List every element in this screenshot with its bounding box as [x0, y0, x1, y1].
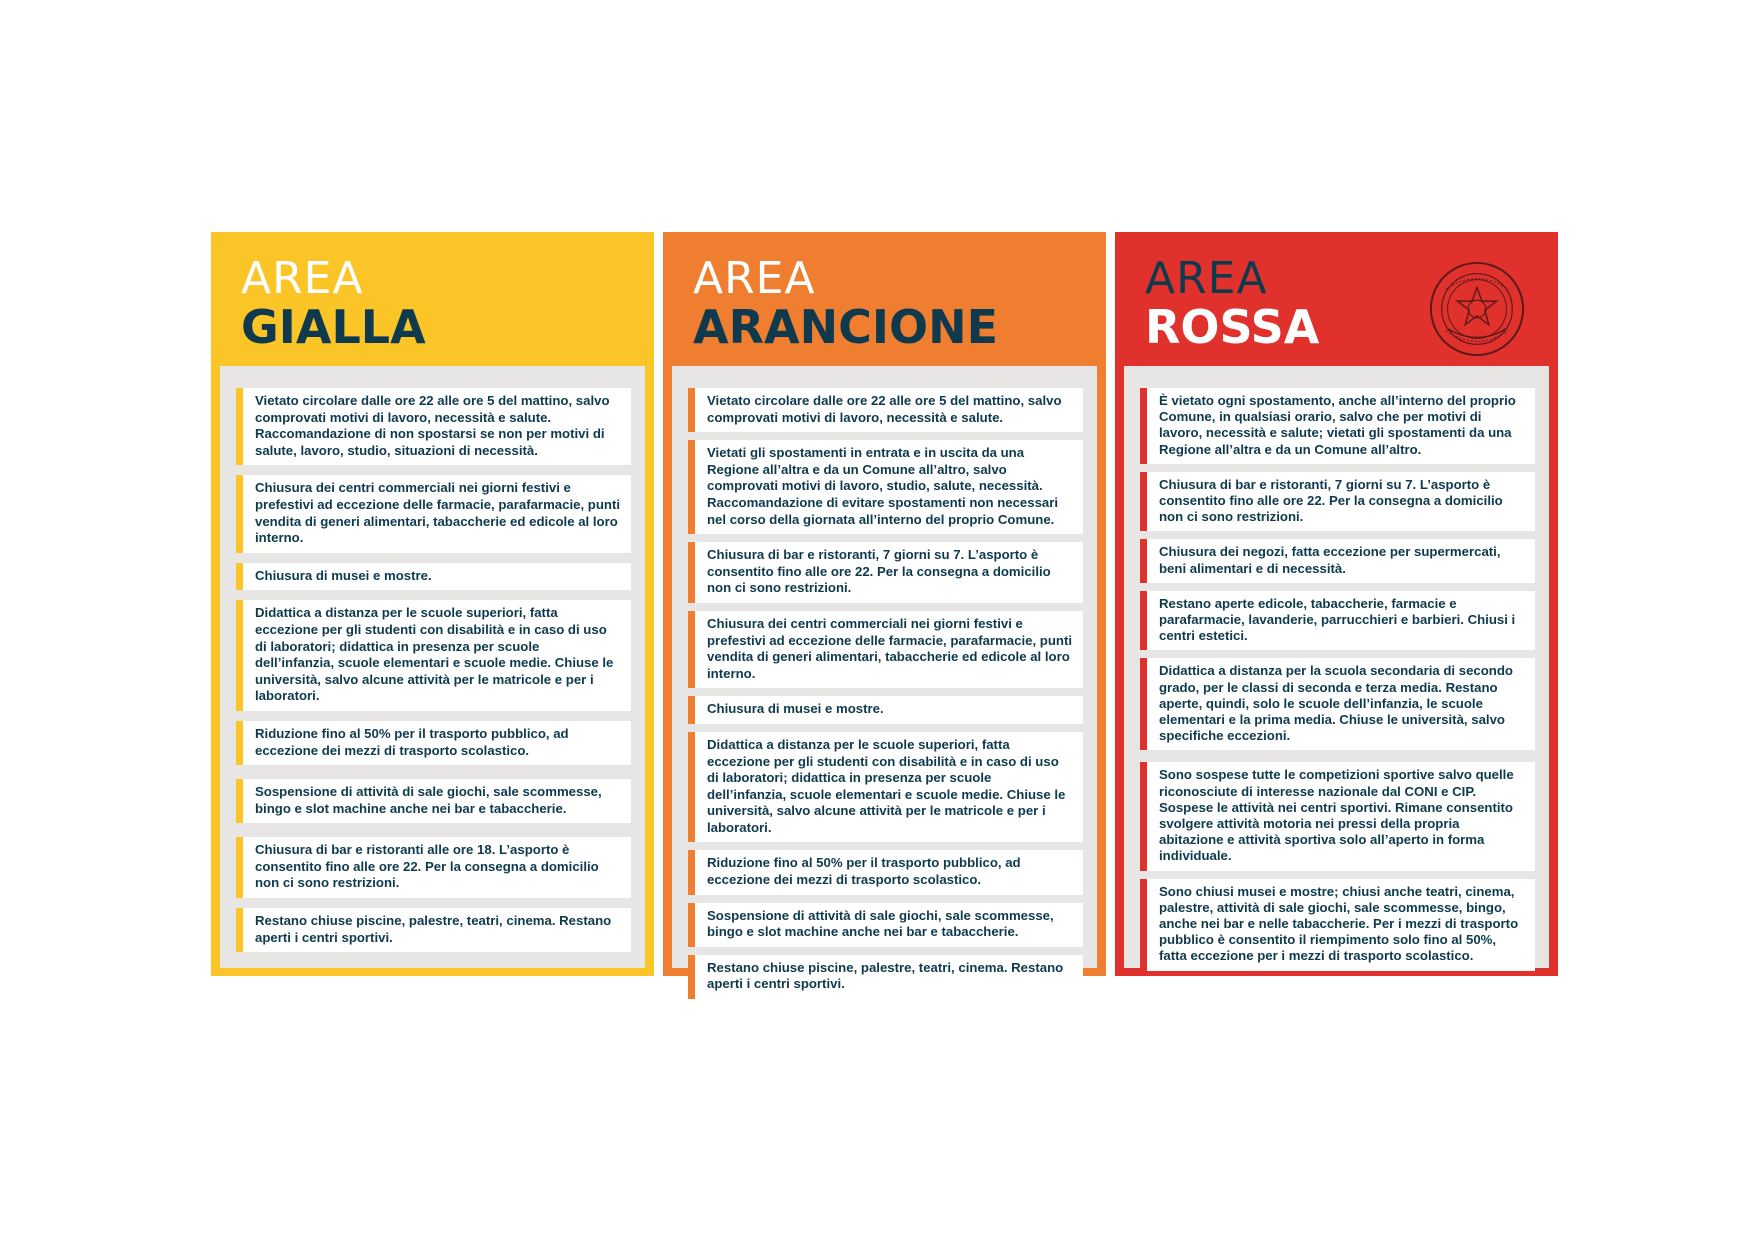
panel-area-arancione — [663, 232, 1106, 992]
rule-item: Restano chiuse piscine, palestre, teatri, cinema. Restano aperti i centri sportivi. — [236, 908, 631, 952]
panel-heading — [693, 253, 999, 354]
rule-item: Sospensione di attività di sale giochi, sale scommesse, bingo e slot machine anche nei bar e tabaccherie. — [236, 779, 631, 823]
rule-item: Didattica a distanza per le scuole superiori, fatta eccezione per gli studenti con disabilità e in caso di uso di laboratori; didattica in presenza per scuole dell’infanzia, scuole elementari e scuole medie. Chiuse le università, salvo alcune attività per le matricole e per i laboratori. — [236, 600, 631, 711]
rule-item: Chiusura di bar e ristoranti alle ore 18. L’asporto è consentito fino alle ore 22. Per la consegna a domicilio non ci sono restrizioni. — [236, 837, 631, 898]
rule-item: Chiusura di bar e ristoranti, 7 giorni su 7. L’asporto è consentito fino alle ore 22. Per la consegna a domicilio non ci sono restrizioni. — [1140, 472, 1535, 532]
heading-arancione: ARANCIONE — [693, 300, 999, 354]
rule-item: Chiusura di bar e ristoranti, 7 giorni su 7. L’asporto è consentito fino alle ore 22. Per la consegna a domicilio non ci sono restrizioni. — [688, 542, 1083, 603]
rule-item: Didattica a distanza per la scuola secondaria di secondo grado, per le classi di seconda e terza media. Restano aperte, quindi, solo le scuole dell’infanzia, le scuole elementari e la prima media. Chiuse le università, salvo specifiche eccezioni. — [1140, 658, 1535, 750]
rule-item: Chiusura dei centri commerciali nei giorni festivi e prefestivi ad eccezione delle farmacie, parafarmacie, punti vendita di generi alimentari, tabaccherie ed edicole al loro interno. — [688, 611, 1083, 688]
rule-item: Sono chiusi musei e mostre; chiusi anche teatri, cinema, palestre, attività di sale giochi, sale scommesse, bingo, anche nei bar e nelle tabaccherie. Per i mezzi di trasporto pubblico è consentito il riempimento solo fino al 50%, fatta eccezione per i mezzi di trasporto scolastico. — [1140, 879, 1535, 971]
rules-list — [220, 366, 645, 968]
rule-item: Vietato circolare dalle ore 22 alle ore 5 del mattino, salvo comprovati motivi di lavoro, necessità e salute. Raccomandazione di non spostarsi se non per motivi di salute, lavoro, studio, situazioni di necessità. — [236, 388, 631, 465]
rules-list — [1124, 366, 1549, 968]
panel-area-gialla — [211, 232, 654, 976]
rule-item: Vietato circolare dalle ore 22 alle ore 5 del mattino, salvo comprovati motivi di lavoro, necessità e salute. — [688, 388, 1083, 432]
rule-item: Chiusura di musei e mostre. — [688, 696, 1083, 724]
panel-heading — [241, 253, 426, 354]
rule-item: È vietato ogni spostamento, anche all’interno del proprio Comune, in qualsiasi orario, salvo che per motivi di lavoro, necessità e salute; vietati gli spostamenti da una Regione all’altra e da un Comune all’altro. — [1140, 388, 1535, 464]
rule-item: Sono sospese tutte le competizioni sportive salvo quelle riconosciute di interesse nazionale dal CONI e CIP. Sospese le attività nei centri sportivi. Rimane consentito svolgere attività motoria nei pressi della propria abitazione e attività sportiva solo all’aperto in forma individuale. — [1140, 762, 1535, 870]
panel-heading — [1145, 253, 1320, 354]
rule-item: Chiusura di musei e mostre. — [236, 563, 631, 591]
rule-item: Vietati gli spostamenti in entrata e in uscita da una Regione all’altra e da un Comune all’altro, salvo comprovati motivi di lavoro, studio, salute, necessità. Raccomandazione di evitare spostamenti non necessari nel corso della giornata all’interno del proprio Comune. — [688, 440, 1083, 534]
rule-item: Riduzione fino al 50% per il trasporto pubblico, ad eccezione dei mezzi di trasporto scolastico. — [688, 850, 1083, 894]
rule-item: Riduzione fino al 50% per il trasporto pubblico, ad eccezione dei mezzi di trasporto scolastico. — [236, 721, 631, 765]
rule-item: Restano chiuse piscine, palestre, teatri, cinema. Restano aperti i centri sportivi. — [688, 955, 1083, 999]
heading-gialla: GIALLA — [241, 300, 426, 354]
rule-item: Sospensione di attività di sale giochi, sale scommesse, bingo e slot machine anche nei bar e tabaccherie. — [688, 903, 1083, 947]
heading-area: AREA — [241, 253, 364, 304]
rule-item: Chiusura dei centri commerciali nei giorni festivi e prefestivi ad eccezione delle farmacie, parafarmacie, punti vendita di generi alimentari, tabaccherie ed edicole al loro interno. — [236, 475, 631, 552]
heading-rossa: ROSSA — [1145, 300, 1320, 354]
rule-item: Chiusura dei negozi, fatta eccezione per supermercati, beni alimentari e di necessità. — [1140, 539, 1535, 582]
rules-list — [672, 366, 1097, 992]
heading-area: AREA — [693, 253, 816, 304]
rule-item: Didattica a distanza per le scuole superiori, fatta eccezione per gli studenti con disabilità e in caso di uso di laboratori; didattica in presenza per scuole dell’infanzia, scuole elementari e scuole medie. Chiuse le università, salvo alcune attività per le matricole e per i laboratori. — [688, 732, 1083, 843]
government-seal-icon — [1428, 260, 1526, 358]
panel-area-rossa — [1115, 232, 1558, 976]
heading-area: AREA — [1145, 253, 1268, 304]
rule-item: Restano aperte edicole, tabaccherie, farmacie e parafarmacie, lavanderie, parrucchieri e barbieri. Chiusi i centri estetici. — [1140, 591, 1535, 651]
